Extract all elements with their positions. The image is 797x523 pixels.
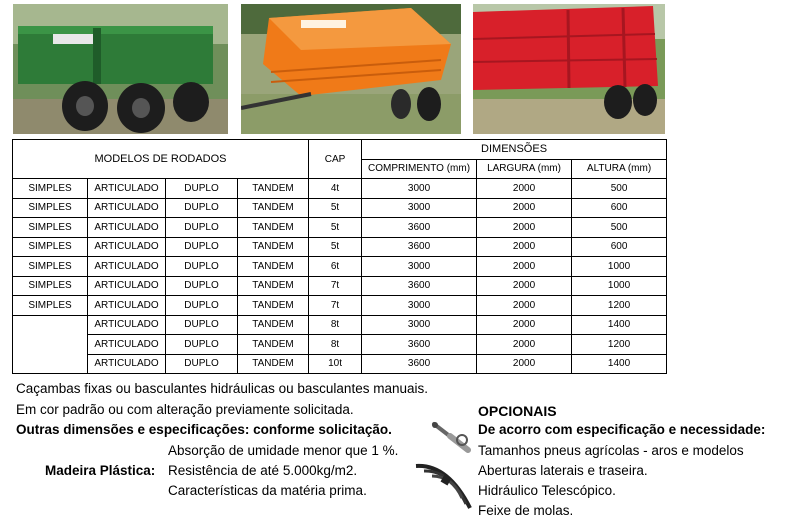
header-dimensions: DIMENSÕES xyxy=(362,140,667,160)
header-comprimento: COMPRIMENTO (mm) xyxy=(362,159,477,179)
cell-model-4: TANDEM xyxy=(238,354,309,374)
opcional-item: Tamanhos pneus agrícolas - aros e modelos xyxy=(478,443,744,458)
cell-cap: 4t xyxy=(309,179,362,199)
table-row xyxy=(13,315,667,335)
cell-largura: 2000 xyxy=(477,237,572,257)
cell-model-3: DUPLO xyxy=(166,257,238,277)
cell-altura: 1200 xyxy=(572,335,667,355)
table-row xyxy=(13,257,667,277)
cell-model-2: ARTICULADO xyxy=(88,218,166,238)
cell-model-3: DUPLO xyxy=(166,218,238,238)
cell-comprimento: 3000 xyxy=(362,257,477,277)
cell-model-1: SIMPLES xyxy=(13,257,88,277)
cell-model-4: TANDEM xyxy=(238,276,309,296)
cell-model-2: ARTICULADO xyxy=(88,296,166,316)
cell-model-4: TANDEM xyxy=(238,198,309,218)
cell-comprimento: 3000 xyxy=(362,179,477,199)
cell-altura: 1400 xyxy=(572,354,667,374)
leaf-spring-icon xyxy=(412,458,476,513)
green-trailer-photo xyxy=(13,4,228,134)
cell-comprimento: 3000 xyxy=(362,315,477,335)
cell-comprimento: 3600 xyxy=(362,354,477,374)
cell-largura: 2000 xyxy=(477,335,572,355)
cell-comprimento: 3600 xyxy=(362,218,477,238)
cell-comprimento: 3000 xyxy=(362,296,477,316)
cell-comprimento: 3600 xyxy=(362,335,477,355)
cell-model-4: TANDEM xyxy=(238,257,309,277)
cell-cap: 6t xyxy=(309,257,362,277)
note-line-1: Caçambas fixas ou basculantes hidráulicas ou basculantes manuais. xyxy=(16,381,428,396)
cell-comprimento: 3000 xyxy=(362,198,477,218)
cell-largura: 2000 xyxy=(477,179,572,199)
cell-model-4: TANDEM xyxy=(238,335,309,355)
cell-altura: 600 xyxy=(572,237,667,257)
cell-model-2: ARTICULADO xyxy=(88,198,166,218)
cell-largura: 2000 xyxy=(477,276,572,296)
table-row xyxy=(13,198,667,218)
madeira-line-1: Absorção de umidade menor que 1 %. xyxy=(168,443,399,458)
cell-model-1: SIMPLES xyxy=(13,237,88,257)
cell-cap: 8t xyxy=(309,315,362,335)
cell-model-3: DUPLO xyxy=(166,354,238,374)
cell-cap: 5t xyxy=(309,218,362,238)
cell-model-2: ARTICULADO xyxy=(88,276,166,296)
cell-model-1: SIMPLES xyxy=(13,179,88,199)
cell-altura: 500 xyxy=(572,218,667,238)
cell-model-3: DUPLO xyxy=(166,335,238,355)
cell-altura: 600 xyxy=(572,198,667,218)
table-row xyxy=(13,179,667,199)
opcional-item: Hidráulico Telescópico. xyxy=(478,483,616,498)
cell-comprimento: 3600 xyxy=(362,276,477,296)
note-line-3: Outras dimensões e especificações: conforme solicitação. xyxy=(16,422,392,437)
madeira-label: Madeira Plástica: xyxy=(45,463,156,478)
cell-model-2: ARTICULADO xyxy=(88,335,166,355)
cell-largura: 2000 xyxy=(477,296,572,316)
cell-model-4: TANDEM xyxy=(238,179,309,199)
cell-model-2: ARTICULADO xyxy=(88,354,166,374)
cell-model-1: SIMPLES xyxy=(13,296,88,316)
cell-model-3: DUPLO xyxy=(166,315,238,335)
opcional-item: Feixe de molas. xyxy=(478,503,574,518)
cell-model-3: DUPLO xyxy=(166,198,238,218)
cell-largura: 2000 xyxy=(477,218,572,238)
header-altura: ALTURA (mm) xyxy=(572,159,667,179)
cell-altura: 1200 xyxy=(572,296,667,316)
table-row xyxy=(13,335,667,355)
madeira-line-2: Resistência de até 5.000kg/m2. xyxy=(168,463,358,478)
red-trailer-photo xyxy=(473,4,665,134)
orange-trailer-photo xyxy=(241,4,461,134)
cell-cap: 10t xyxy=(309,354,362,374)
cell-altura: 1000 xyxy=(572,257,667,277)
cell-cap: 7t xyxy=(309,296,362,316)
cell-model-4: TANDEM xyxy=(238,237,309,257)
spec-table xyxy=(12,139,667,374)
cell-model-3: DUPLO xyxy=(166,296,238,316)
cell-altura: 500 xyxy=(572,179,667,199)
cell-altura: 1400 xyxy=(572,315,667,335)
table-row xyxy=(13,296,667,316)
madeira-line-3: Características da matéria prima. xyxy=(168,483,367,498)
opcionais-subtitle: De acorro com especificação e necessidade: xyxy=(478,422,766,437)
cell-cap: 5t xyxy=(309,198,362,218)
table-row xyxy=(13,354,667,374)
cell-model-3: DUPLO xyxy=(166,276,238,296)
header-largura: LARGURA (mm) xyxy=(477,159,572,179)
opcionais-title: OPCIONAIS xyxy=(478,403,557,419)
cell-model-3: DUPLO xyxy=(166,237,238,257)
cell-altura: 1000 xyxy=(572,276,667,296)
cell-model-1-empty xyxy=(13,315,88,374)
hydraulic-cylinder-icon xyxy=(430,420,474,454)
cell-model-4: TANDEM xyxy=(238,218,309,238)
cell-model-3: DUPLO xyxy=(166,179,238,199)
cell-cap: 7t xyxy=(309,276,362,296)
cell-model-2: ARTICULADO xyxy=(88,179,166,199)
cell-largura: 2000 xyxy=(477,315,572,335)
cell-cap: 8t xyxy=(309,335,362,355)
cell-largura: 2000 xyxy=(477,257,572,277)
cell-model-4: TANDEM xyxy=(238,296,309,316)
cell-largura: 2000 xyxy=(477,198,572,218)
header-models: MODELOS DE RODADOS xyxy=(13,140,309,179)
cell-largura: 2000 xyxy=(477,354,572,374)
opcional-item: Aberturas laterais e traseira. xyxy=(478,463,648,478)
table-row xyxy=(13,218,667,238)
table-row xyxy=(13,237,667,257)
cell-model-2: ARTICULADO xyxy=(88,237,166,257)
cell-model-1: SIMPLES xyxy=(13,218,88,238)
cell-cap: 5t xyxy=(309,237,362,257)
cell-model-2: ARTICULADO xyxy=(88,257,166,277)
note-line-2: Em cor padrão ou com alteração previamente solicitada. xyxy=(16,402,354,417)
cell-model-2: ARTICULADO xyxy=(88,315,166,335)
cell-model-1: SIMPLES xyxy=(13,198,88,218)
header-cap: CAP xyxy=(309,140,362,179)
cell-model-1: SIMPLES xyxy=(13,276,88,296)
table-row xyxy=(13,276,667,296)
cell-comprimento: 3600 xyxy=(362,237,477,257)
cell-model-4: TANDEM xyxy=(238,315,309,335)
